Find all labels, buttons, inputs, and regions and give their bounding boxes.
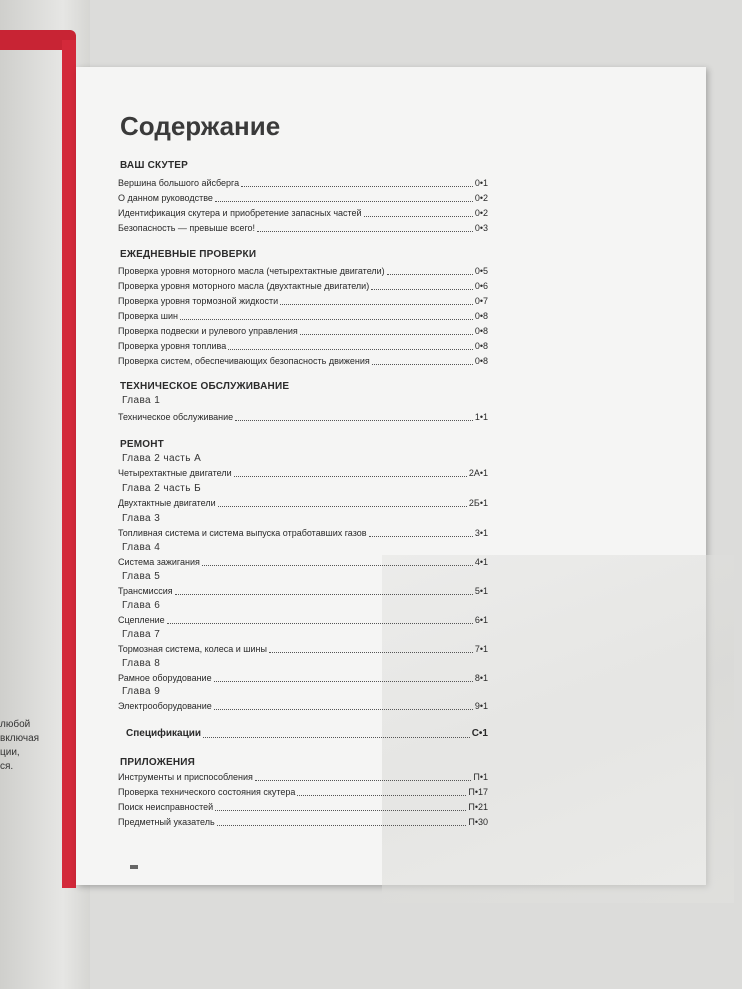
toc-entry[interactable] xyxy=(118,279,488,292)
toc-entry-label: Топливная система и система выпуска отработавших газов xyxy=(118,528,367,538)
toc-entry[interactable] xyxy=(118,324,488,337)
chapter-label: Глава 4 xyxy=(122,542,161,553)
toc-entry-label: Проверка уровня топлива xyxy=(118,341,227,351)
dot-leader xyxy=(175,594,473,595)
dot-leader xyxy=(217,825,467,826)
toc-entry-label: Тормозная система, колеса и шины xyxy=(118,644,267,654)
toc-entry[interactable] xyxy=(118,584,488,597)
toc-entry[interactable] xyxy=(118,410,488,423)
toc-entry-page: 0•5 xyxy=(474,266,488,276)
book-cover-edge xyxy=(62,40,76,888)
dot-leader xyxy=(218,506,467,507)
toc-entry[interactable] xyxy=(118,785,488,798)
chapter-label: Глава 8 xyxy=(122,658,161,669)
toc-entry[interactable] xyxy=(118,526,488,539)
dot-leader xyxy=(269,652,473,653)
toc-entry-label: Проверка технического состояния скутера xyxy=(118,787,296,797)
dot-leader xyxy=(387,274,473,275)
chapter-label: Глава 3 xyxy=(122,513,161,524)
left-fragment: любой xyxy=(0,719,31,730)
toc-entry[interactable] xyxy=(118,206,488,219)
toc-entry-page: 8•1 xyxy=(474,673,488,683)
page-title: Содержание xyxy=(120,111,281,141)
toc-entry[interactable] xyxy=(118,613,488,626)
section-heading: ТЕХНИЧЕСКОЕ ОБСЛУЖИВАНИЕ xyxy=(120,381,290,392)
toc-entry-label: Проверка шин xyxy=(118,311,179,321)
toc-entry-page: 0•3 xyxy=(474,223,488,233)
toc-entry-page: 0•2 xyxy=(474,208,488,218)
toc-entry-page: 7•1 xyxy=(474,644,488,654)
toc-entry[interactable] xyxy=(118,466,488,479)
toc-entry-page: 2Б•1 xyxy=(468,498,488,508)
toc-entry-label: Вершина большого айсберга xyxy=(118,178,240,188)
toc-entry-label: Проверка уровня моторного масла (двухтактные двигатели) xyxy=(118,281,370,291)
toc-entry-page: 1•1 xyxy=(474,412,488,422)
toc-entry-label: Рамное оборудование xyxy=(118,673,212,683)
dot-leader xyxy=(214,681,473,682)
toc-entry-page: 0•8 xyxy=(474,326,488,336)
chapter-label: Глава 5 xyxy=(122,571,161,582)
chapter-label: Глава 2 часть Б xyxy=(122,483,202,494)
dot-leader xyxy=(234,476,467,477)
toc-entry[interactable] xyxy=(118,221,488,234)
left-fragment: включая xyxy=(0,733,40,744)
toc-entry-label: Предметный указатель xyxy=(118,817,215,827)
dot-leader xyxy=(257,231,473,232)
toc-entry[interactable] xyxy=(118,770,488,783)
toc-entry-label: О данном руководстве xyxy=(118,193,213,203)
dot-leader xyxy=(241,186,473,187)
toc-entry[interactable] xyxy=(118,815,488,828)
toc-entry[interactable] xyxy=(118,264,488,277)
toc-entry[interactable] xyxy=(118,339,488,352)
dot-leader xyxy=(280,304,473,305)
toc-entry-label: Проверка уровня моторного масла (четырехтактные двигатели) xyxy=(118,266,385,276)
toc-entry-label: Четырехтактные двигатели xyxy=(118,468,232,478)
toc-entry-page: 2А•1 xyxy=(468,468,488,478)
footer-mark xyxy=(130,865,138,869)
toc-entry-page: 0•7 xyxy=(474,296,488,306)
toc-entry-label: Проверка систем, обеспечивающих безопасность движения xyxy=(118,356,370,366)
dot-leader xyxy=(228,349,473,350)
toc-entry[interactable] xyxy=(118,354,488,367)
dot-leader xyxy=(167,623,473,624)
toc-entry-page: 0•2 xyxy=(474,193,488,203)
toc-entry[interactable] xyxy=(118,800,488,813)
section-heading: ВАШ СКУТЕР xyxy=(120,160,189,171)
toc-entry-page: 9•1 xyxy=(474,701,488,711)
toc-entry-label: Сцепление xyxy=(118,615,165,625)
chapter-label: Глава 2 часть А xyxy=(122,453,202,464)
dot-leader xyxy=(202,565,473,566)
toc-entry[interactable] xyxy=(118,496,488,509)
toc-entry[interactable] xyxy=(118,176,488,189)
toc-entry[interactable] xyxy=(118,191,488,204)
dot-leader xyxy=(215,810,466,811)
toc-entry-label: Идентификация скутера и приобретение запасных частей xyxy=(118,208,362,218)
toc-entry-label: Инструменты и приспособления xyxy=(118,772,253,782)
toc-entry[interactable] xyxy=(118,555,488,568)
toc-entry-page: 6•1 xyxy=(474,615,488,625)
toc-entry-page: 4•1 xyxy=(474,557,488,567)
toc-entry-label: Спецификации xyxy=(126,728,202,739)
left-fragment: ся. xyxy=(0,761,14,772)
chapter-label: Глава 6 xyxy=(122,600,161,611)
toc-entry-label: Двухтактные двигатели xyxy=(118,498,216,508)
toc-entry-label: Система зажигания xyxy=(118,557,200,567)
toc-entry-page: 3•1 xyxy=(474,528,488,538)
section-heading: РЕМОНТ xyxy=(120,439,164,450)
toc-entry[interactable] xyxy=(118,294,488,307)
toc-entry[interactable] xyxy=(118,309,488,322)
dot-leader xyxy=(215,201,473,202)
dot-leader xyxy=(235,420,473,421)
toc-entry-page: П•21 xyxy=(468,802,488,812)
dot-leader xyxy=(372,364,473,365)
toc-entry-page: П•17 xyxy=(468,787,488,797)
toc-entry-page: 0•8 xyxy=(474,311,488,321)
toc-entry-label: Безопасность — превыше всего! xyxy=(118,223,256,233)
toc-entry[interactable] xyxy=(118,671,488,684)
toc-entry-page: 0•1 xyxy=(474,178,488,188)
chapter-label: Глава 9 xyxy=(122,686,161,697)
chapter-label: Глава 1 xyxy=(122,395,161,406)
toc-entry[interactable] xyxy=(118,642,488,655)
left-page-fragments xyxy=(0,718,50,774)
toc-entry-page: П•30 xyxy=(468,817,488,827)
dot-leader xyxy=(180,319,473,320)
dot-leader xyxy=(297,795,466,796)
toc-entry[interactable] xyxy=(118,699,488,712)
section-heading: ЕЖЕДНЕВНЫЕ ПРОВЕРКИ xyxy=(120,249,257,260)
toc-entry-page: С•1 xyxy=(471,728,488,739)
dot-leader xyxy=(369,536,473,537)
toc-entry-label: Техническое обслуживание xyxy=(118,412,234,422)
dot-leader xyxy=(255,780,471,781)
left-fragment: ции, xyxy=(0,747,20,758)
dot-leader xyxy=(203,737,470,738)
toc-entry-label: Трансмиссия xyxy=(118,586,173,596)
toc-entry-label: Поиск неисправностей xyxy=(118,802,214,812)
toc-entry-label: Проверка уровня тормозной жидкости xyxy=(118,296,279,306)
dot-leader xyxy=(364,216,473,217)
toc-entry-page: П•1 xyxy=(473,772,488,782)
toc-entry-page: 0•8 xyxy=(474,341,488,351)
dot-leader xyxy=(371,289,473,290)
section-heading: ПРИЛОЖЕНИЯ xyxy=(120,757,196,768)
toc-entry-label: Электрооборудование xyxy=(118,701,212,711)
dot-leader xyxy=(214,709,473,710)
toc-entry-page: 5•1 xyxy=(474,586,488,596)
toc-entry-label: Проверка подвески и рулевого управления xyxy=(118,326,298,336)
toc-entry-page: 0•8 xyxy=(474,356,488,366)
toc-entry-specifications[interactable] xyxy=(126,727,488,740)
dot-leader xyxy=(300,334,473,335)
chapter-label: Глава 7 xyxy=(122,629,161,640)
toc-entry-page: 0•6 xyxy=(474,281,488,291)
